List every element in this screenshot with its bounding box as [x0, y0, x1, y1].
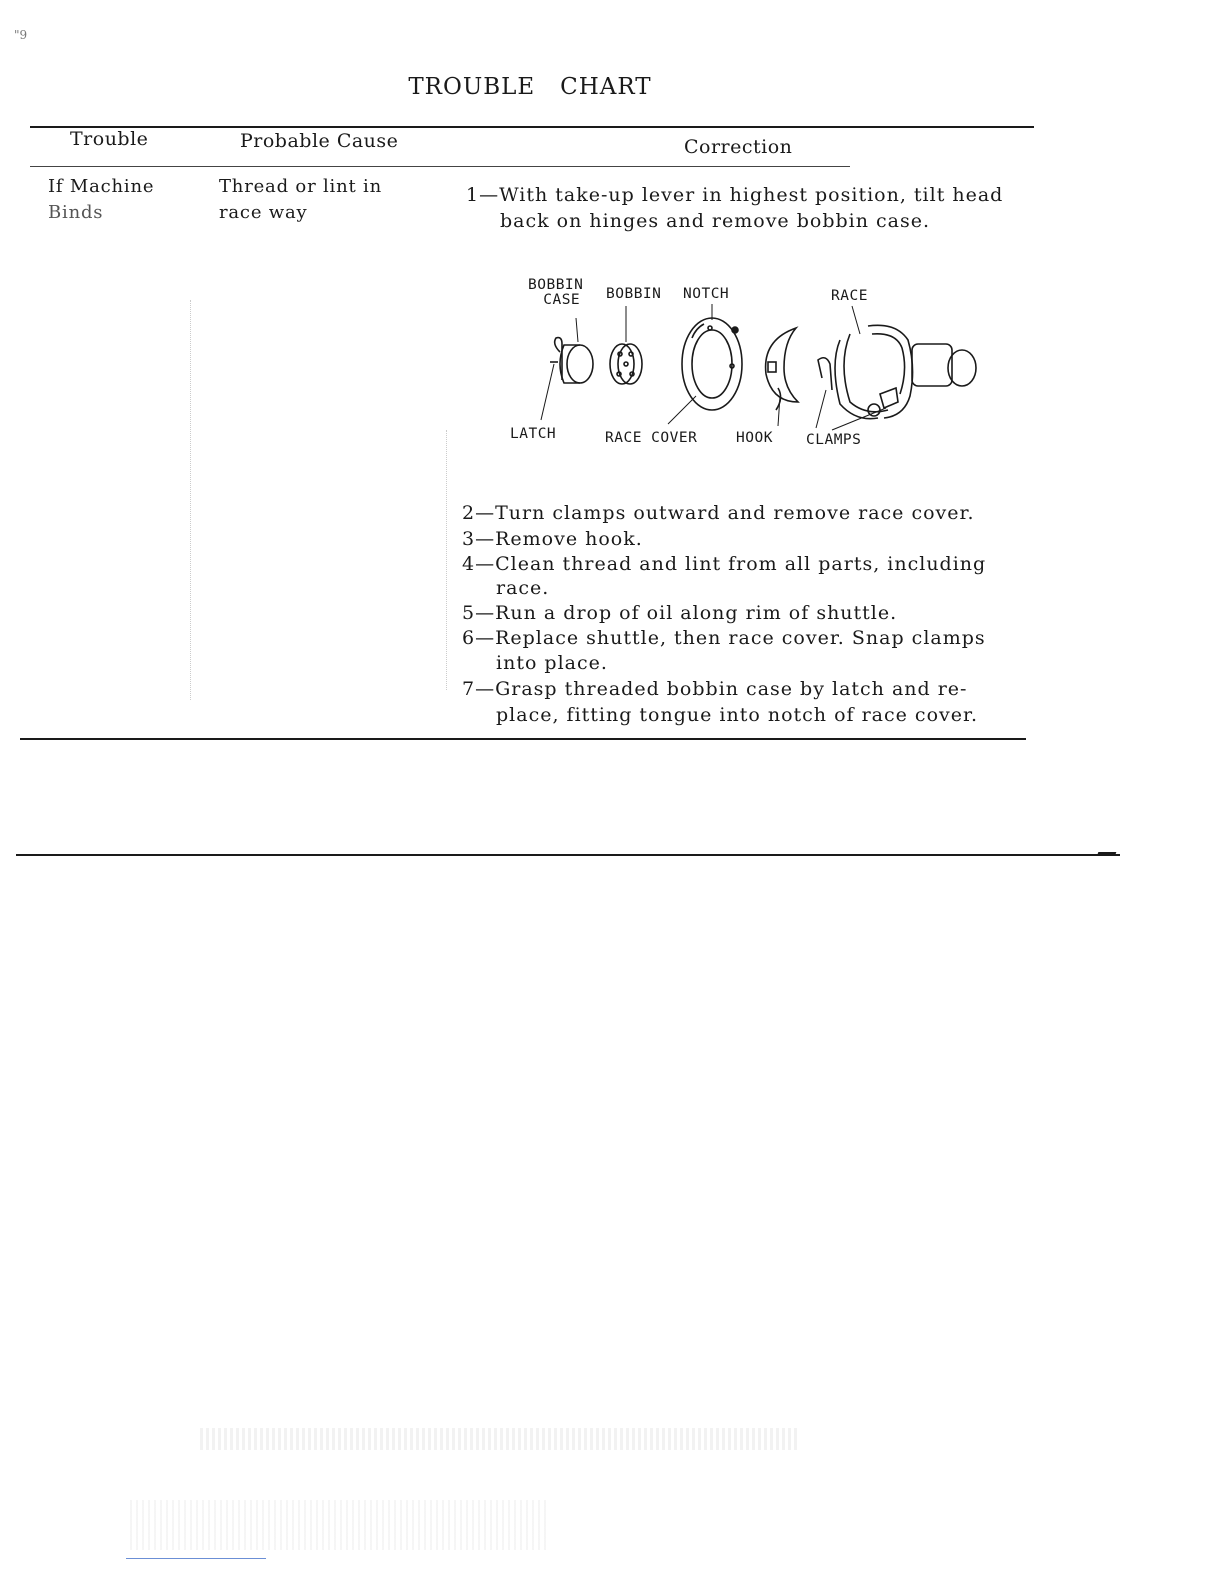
page-corner-mark: "9 [14, 28, 28, 42]
step-text: Grasp threaded bobbin case by latch and re- [495, 678, 968, 700]
correction-step [462, 676, 1022, 728]
table-bottom-rule [20, 738, 1026, 740]
header-trouble: Trouble [70, 128, 149, 150]
bobbin-case-shape [550, 338, 593, 383]
step-text: Run a drop of oil along rim of shuttle. [495, 602, 898, 624]
label-bobbin-case-line: CASE [543, 292, 581, 308]
top-rule [30, 126, 1034, 128]
bobbin-race-diagram [500, 278, 1000, 458]
scan-smudge [130, 1500, 550, 1550]
step-text: Turn clamps outward and remove race cover. [495, 502, 975, 524]
trouble-cell [48, 174, 154, 226]
step-number: 7— [462, 678, 496, 700]
correction-steps-list [462, 500, 1022, 728]
correction-step [462, 626, 1022, 676]
correction-step [462, 526, 1022, 552]
rule-end-mark [1094, 852, 1117, 865]
label-bobbin-case-line: BOBBIN [528, 277, 584, 293]
scan-line [126, 1558, 266, 1559]
page-bottom-rule [16, 854, 1120, 856]
label-clamps: CLAMPS [806, 432, 862, 448]
label-bobbin: BOBBIN [606, 286, 662, 302]
page-title: TROUBLE CHART [408, 74, 652, 100]
label-hook: HOOK [736, 430, 773, 446]
step-number: 4— [462, 553, 496, 575]
step-number: 6— [462, 627, 496, 649]
step-number: 3— [462, 528, 496, 550]
step-text: Replace shuttle, then race cover. Snap clamps [495, 627, 986, 649]
label-notch: NOTCH [683, 286, 730, 302]
column-guide [190, 300, 191, 700]
hook-shape [766, 328, 798, 410]
race-shape [818, 325, 976, 418]
header-probable-cause: Probable Cause [240, 130, 399, 152]
correction-step [462, 600, 1022, 626]
step-continuation: place, fitting tongue into notch of race cover. [496, 704, 979, 726]
cause-cell [219, 174, 382, 226]
bobbin-shape [610, 344, 642, 384]
step-continuation: back on hinges and remove bobbin case. [500, 210, 930, 232]
label-race: RACE [831, 288, 868, 304]
step-number: 2— [462, 502, 496, 524]
step-continuation: race. [496, 577, 550, 599]
label-latch: LATCH [510, 426, 557, 442]
correction-step [462, 552, 1022, 600]
column-guide [446, 430, 447, 690]
trouble-line: Binds [48, 202, 104, 223]
label-race-cover: RACE COVER [605, 430, 698, 446]
step-number: 1— [466, 184, 500, 206]
step-continuation: into place. [496, 652, 608, 674]
cause-line: Thread or lint in [219, 176, 383, 197]
header-rule [30, 166, 850, 167]
label-bobbin-case [528, 278, 583, 308]
trouble-line: If Machine [48, 176, 155, 197]
step-text: Remove hook. [495, 528, 643, 550]
race-cover-shape [682, 318, 742, 410]
step-text: Clean thread and lint from all parts, including [495, 553, 987, 575]
correction-step [466, 182, 1026, 234]
cause-line: race way [219, 202, 308, 223]
step-text: With take-up lever in highest position, tilt head [499, 184, 1004, 206]
correction-step [462, 500, 1022, 526]
scan-smudge [200, 1428, 800, 1450]
header-correction: Correction [684, 136, 793, 158]
step-number: 5— [462, 602, 496, 624]
